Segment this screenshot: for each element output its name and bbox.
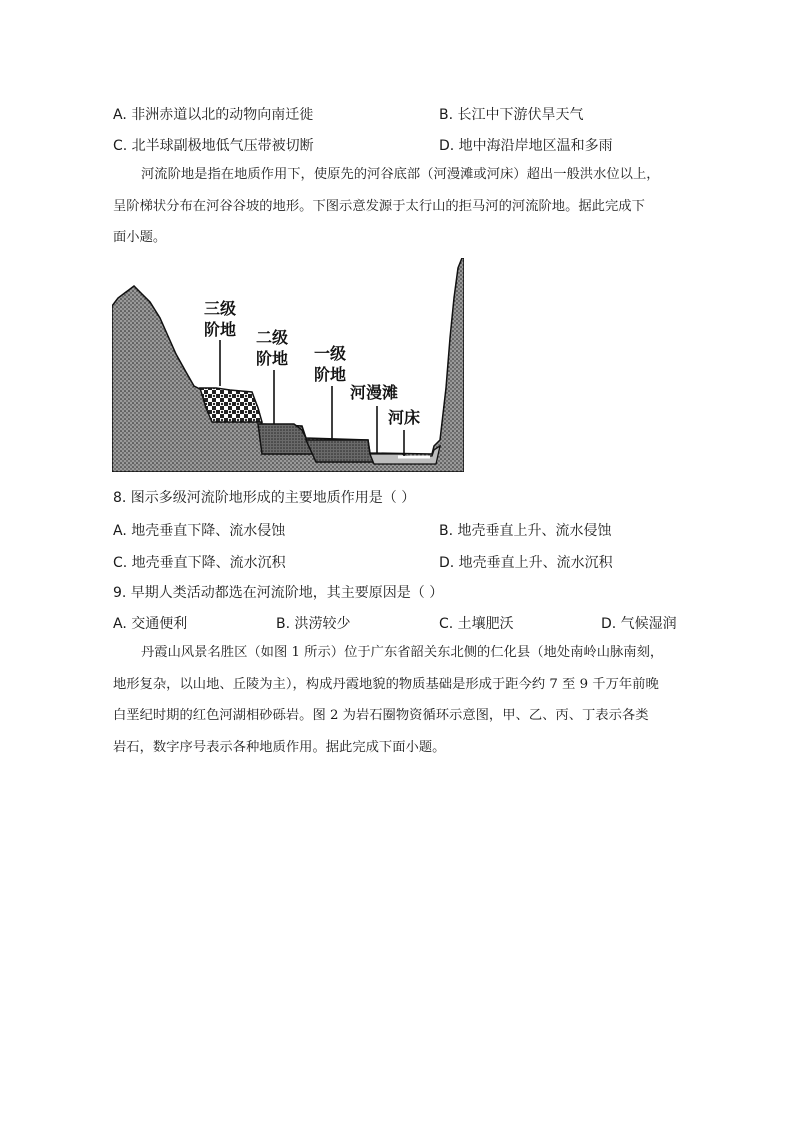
label-terrace1-b: 阶地 [314,365,347,384]
q7-option-a: A. 非洲赤道以北的动物向南迁徙 [113,107,314,123]
label-terrace1-a: 一级 [314,344,347,363]
river-terrace-diagram [112,258,464,472]
intro2-line-4: 岩石，数字序号表示各种地质作用。据此完成下面小题。 [113,739,446,755]
intro1-line-3: 面小题。 [113,230,167,245]
label-terrace2-b: 阶地 [256,349,289,368]
label-terrace2-a: 二级 [256,328,289,347]
intro-paragraph-danxia [113,637,683,763]
intro1-line-1: 河流阶地是指在地质作用下，使原先的河谷底部（河漫滩或河床）超出一般洪水位以上， [141,167,660,182]
label-terrace3-b: 阶地 [204,320,237,339]
q7-option-c: C. 北半球副极地低气压带被切断 [113,138,314,154]
q9-option-a: A. 交通便利 [113,616,188,632]
q8-stem: 8. 图示多级河流阶地形成的主要地质作用是（ ） [113,490,416,506]
q7-option-d: D. 地中海沿岸地区温和多雨 [439,138,613,154]
terrace2-deposit [258,424,316,454]
q7-option-b: B. 长江中下游伏旱天气 [439,107,584,123]
label-floodplain: 河漫滩 [350,383,399,402]
q9-option-c: C. 土壤肥沃 [439,616,514,632]
q8-option-b: B. 地壳垂直上升、流水侵蚀 [439,523,612,539]
intro2-line-3: 白垩纪时期的红色河湖相砂砾岩。图 2 为岩石圈物资循环示意图，甲、乙、丙、丁表示各类 [113,708,649,723]
terrace3-deposit [200,388,262,422]
intro2-line-1: 丹霞山风景名胜区（如图 1 所示）位于广东省韶关东北侧的仁化县（地处南岭山脉南刻， [141,645,664,660]
intro-paragraph-terraces [113,159,683,254]
label-riverbed: 河床 [388,408,421,427]
q8-option-a: A. 地壳垂直下降、流水侵蚀 [113,523,286,539]
river-terrace-figure [112,258,464,472]
label-terrace3-a: 三级 [204,299,237,318]
q8-option-d: D. 地壳垂直上升、流水沉积 [439,555,613,571]
q9-option-b: B. 洪涝较少 [276,616,351,632]
q9-option-d: D. 气候湿润 [601,616,677,632]
intro2-line-2: 地形复杂，以山地、丘陵为主），构成丹霞地貌的物质基础是形成于距今约 7 至 9 千万年前晚 [113,676,659,692]
intro1-line-2: 呈阶梯状分布在河谷谷坡的地形。下图示意发源于太行山的拒马河的河流阶地。据此完成下 [113,198,645,214]
q9-stem: 9. 早期人类活动都选在河流阶地，其主要原因是（ ） [113,585,444,601]
terrace1-deposit [306,440,374,462]
q8-option-c: C. 地壳垂直下降、流水沉积 [113,555,286,571]
